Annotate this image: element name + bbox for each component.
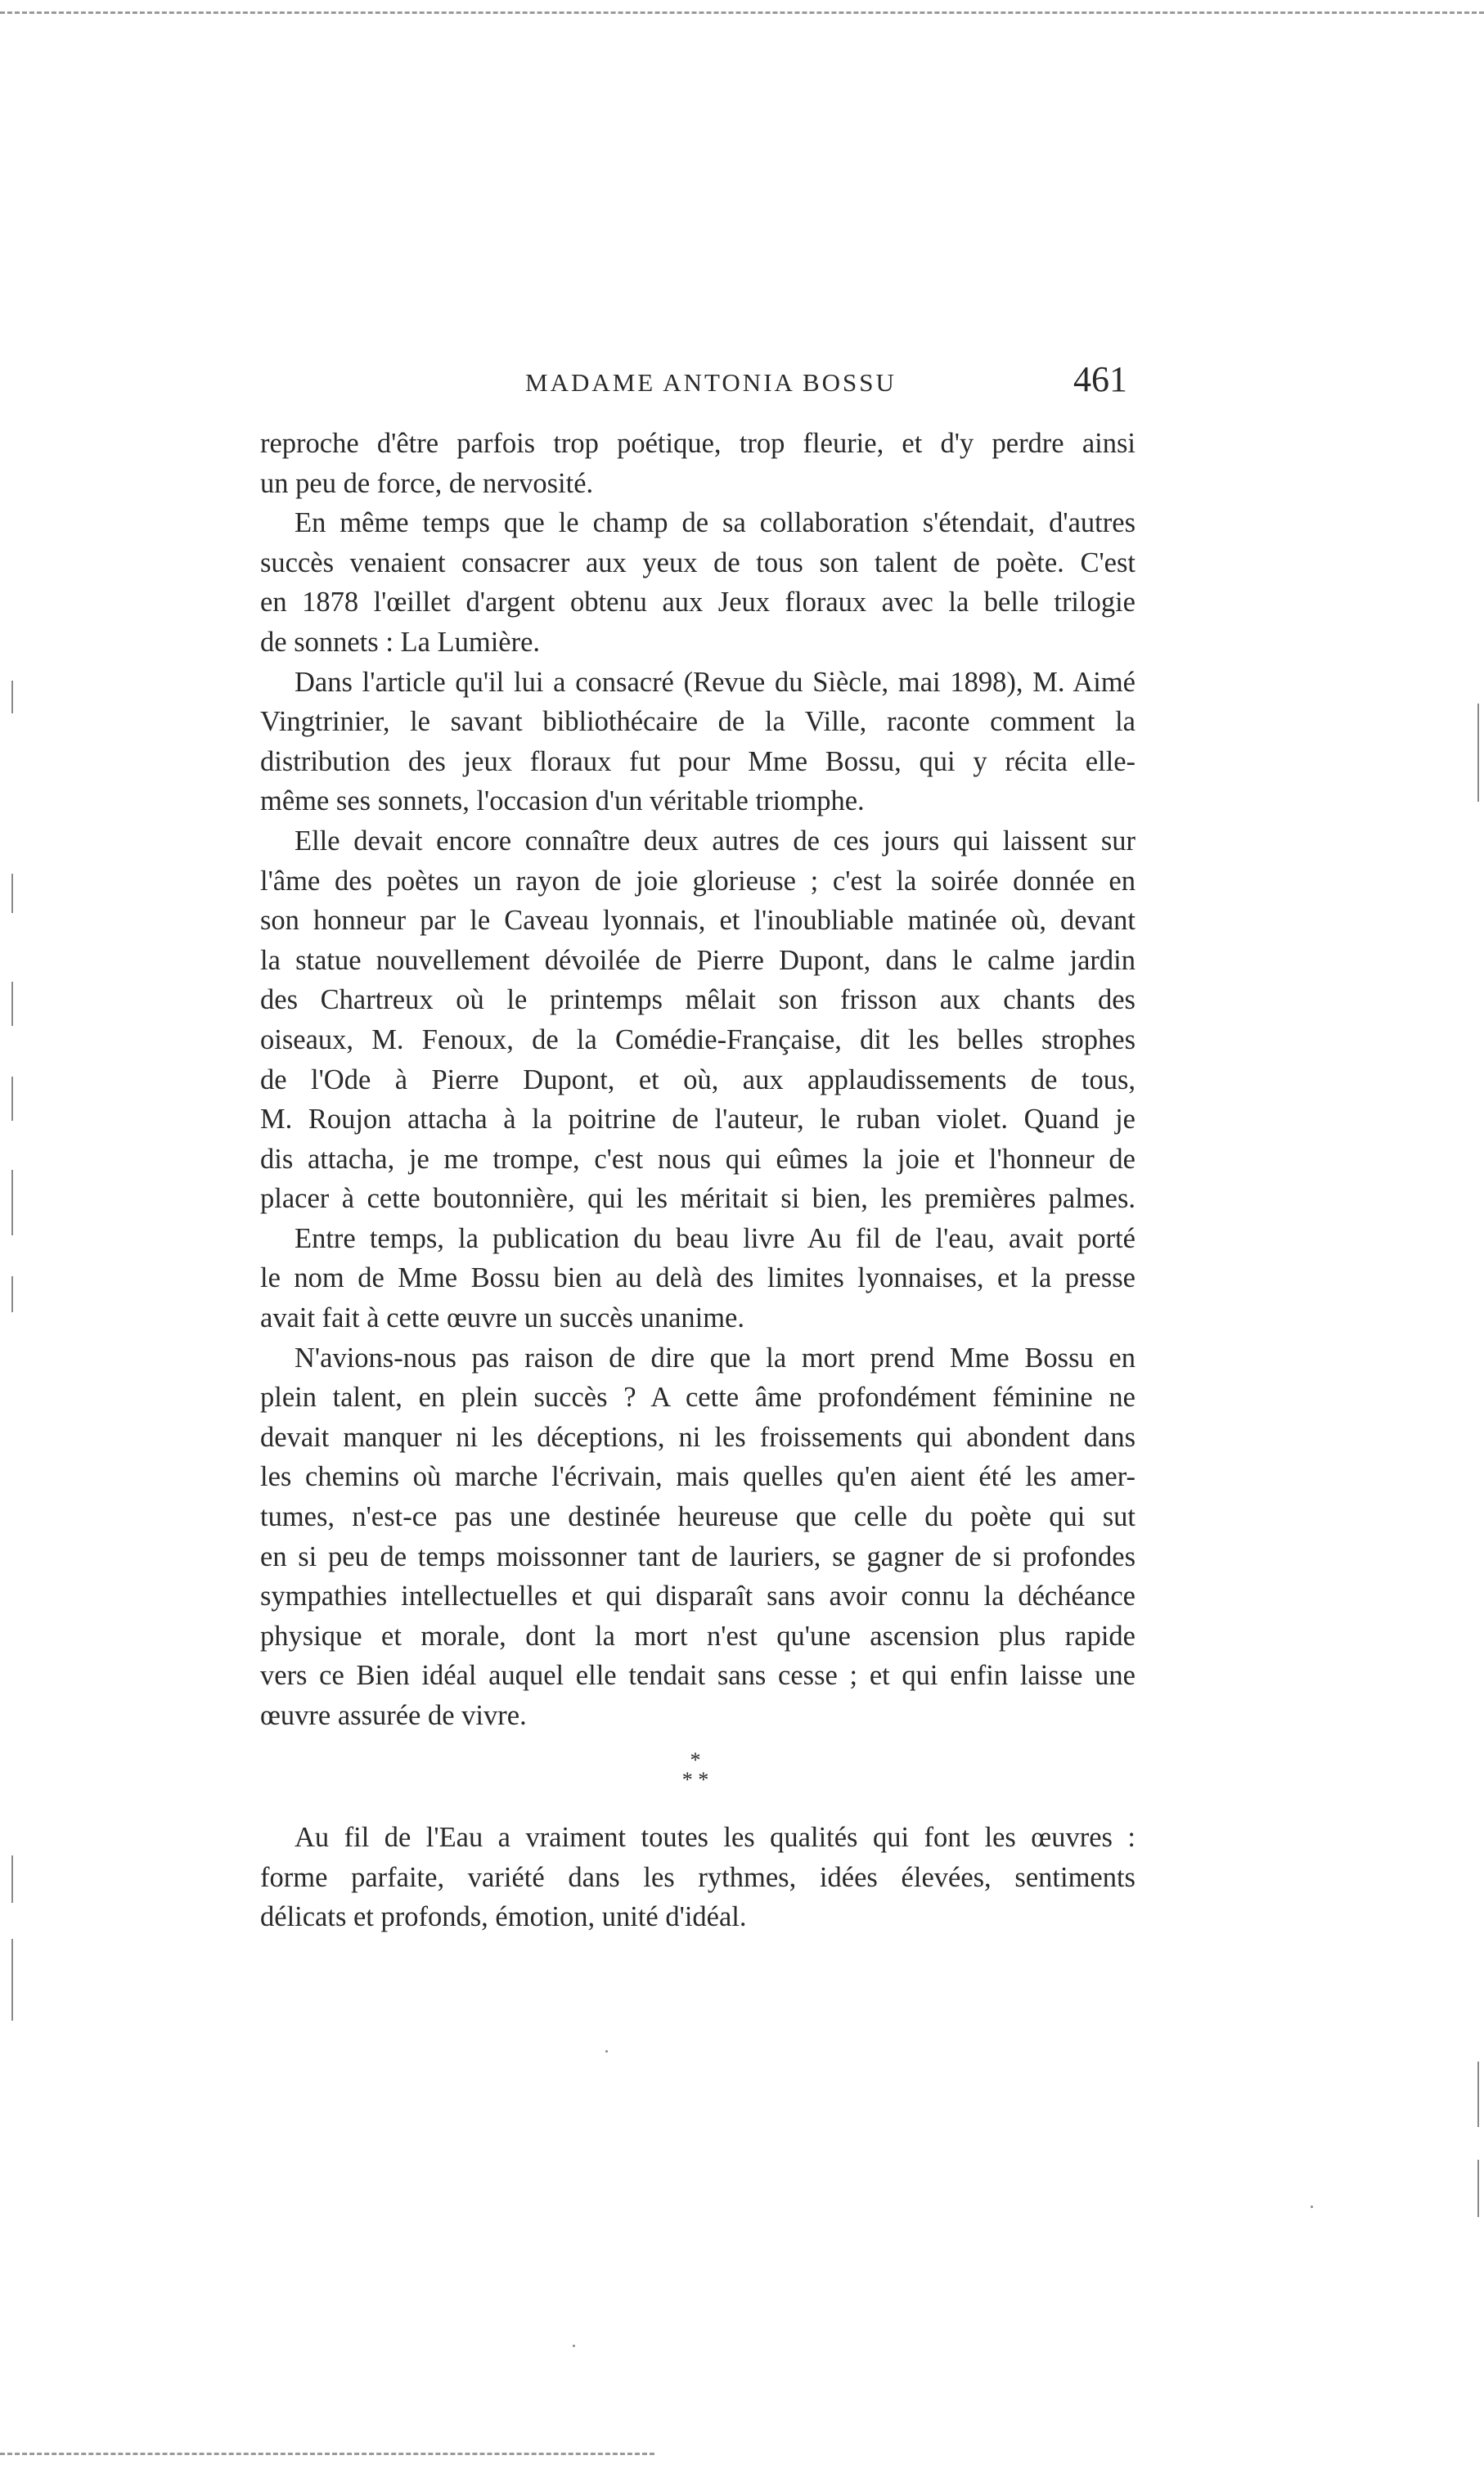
text-line: œuvre assurée de vivre. — [260, 1700, 527, 1731]
left-edge-mark — [11, 982, 13, 1026]
left-edge-mark — [11, 1939, 13, 2021]
left-edge-mark — [11, 1077, 13, 1121]
text-line: un peu de force, de nervosité. — [260, 467, 594, 499]
text-line: l'âme des poètes un rayon de joie glorieuse ; c'est la soirée donnée en — [260, 865, 1135, 897]
closing-paragraph — [260, 1818, 1135, 1937]
text-line: distribution des jeux floraux fut pour Mme Bossu, qui y récita elle- — [260, 745, 1135, 777]
text-line: Vingtrinier, le savant bibliothécaire de la Ville, raconte comment la — [260, 706, 1135, 738]
text-line: Elle devait encore connaître deux autres de ces jours qui laissent sur — [295, 825, 1135, 857]
text-line: de l'Ode à Pierre Dupont, et où, aux applaudissements de tous, — [260, 1064, 1135, 1095]
text-line: vers ce Bien idéal auquel elle tendait sans cesse ; et qui enfin laisse une — [260, 1660, 1135, 1692]
text-line: physique et morale, dont la mort n'est qu'une ascension plus rapide — [260, 1620, 1135, 1652]
text-line: M. Roujon attacha à la poitrine de l'auteur, le ruban violet. Quand je — [260, 1104, 1135, 1136]
text-line: même ses sonnets, l'occasion d'un véritable triomphe. — [260, 785, 865, 817]
text-line: reproche d'être parfois trop poétique, trop fleurie, et d'y perdre ainsi — [260, 428, 1135, 459]
asterism — [671, 1748, 720, 1792]
text-line: dis attacha, je me trompe, c'est nous qui eûmes la joie et l'honneur de — [260, 1143, 1135, 1175]
running-title: MADAME ANTONIA BOSSU — [525, 368, 897, 397]
text-line: N'avions-nous pas raison de dire que la mort prend Mme Bossu en — [295, 1342, 1135, 1374]
text-line: les chemins où marche l'écrivain, mais quelles qu'en aient été les amer- — [260, 1461, 1135, 1493]
left-edge-mark — [11, 1276, 13, 1312]
left-edge-mark — [11, 874, 13, 913]
text-line: tumes, n'est-ce pas une destinée heureuse que celle du poète qui sut — [260, 1501, 1135, 1533]
page-number: 461 — [1073, 359, 1127, 399]
right-edge-mark — [1477, 2062, 1479, 2127]
asterism-bottom: * * — [681, 1768, 709, 1792]
right-edge-mark — [1477, 704, 1479, 802]
text-line: Dans l'article qu'il lui a consacré (Revue du Siècle, mai 1898), M. Aimé — [295, 666, 1135, 698]
text-line: avait fait à cette œuvre un succès unanime. — [260, 1302, 744, 1334]
text-line: la statue nouvellement dévoilée de Pierre Dupont, dans le calme jardin — [260, 944, 1135, 976]
text-line: des Chartreux où le printemps mêlait son frisson aux chants des — [260, 984, 1135, 1016]
text-line: placer à cette boutonnière, qui les méritait si bien, les premières palmes. — [260, 1183, 1135, 1215]
speck-mark — [1311, 2206, 1313, 2208]
text-line: Entre temps, la publication du beau livre Au fil de l'eau, avait porté — [295, 1222, 1135, 1254]
text-line: sympathies intellectuelles et qui disparaît sans avoir connu la déchéance — [260, 1581, 1135, 1612]
text-line: plein talent, en plein succès ? A cette âme profondément féminine ne — [260, 1382, 1135, 1414]
left-edge-mark — [11, 1170, 13, 1235]
text-line: oiseaux, M. Fenoux, de la Comédie-Française, dit les belles strophes — [260, 1023, 1135, 1055]
asterism-top: * — [690, 1748, 701, 1772]
left-edge-mark — [11, 1855, 13, 1903]
body-text — [260, 424, 1135, 1736]
right-edge-mark — [1477, 2160, 1479, 2217]
speck-mark — [605, 2050, 608, 2053]
text-line: en si peu de temps moissonner tant de lauriers, se gagner de si profondes — [260, 1540, 1135, 1572]
top-edge-rule — [0, 11, 1484, 14]
text-line: délicats et profonds, émotion, unité d'idéal. — [260, 1901, 747, 1933]
text-line: le nom de Mme Bossu bien au delà des limites lyonnaises, et la presse — [260, 1262, 1135, 1294]
text-line: devait manquer ni les déceptions, ni les froissements qui abondent dans — [260, 1421, 1135, 1453]
text-line: succès venaient consacrer aux yeux de tous son talent de poète. C'est — [260, 546, 1135, 578]
text-line: en 1878 l'œillet d'argent obtenu aux Jeux floraux avec la belle trilogie — [260, 587, 1135, 618]
speck-mark — [573, 2345, 575, 2347]
running-head — [262, 358, 1137, 407]
text-line: forme parfaite, variété dans les rythmes, idées élevées, sentiments — [260, 1861, 1135, 1893]
left-edge-mark — [11, 681, 13, 713]
text-line: En même temps que le champ de sa collaboration s'étendait, d'autres — [295, 507, 1135, 539]
text-line: son honneur par le Caveau lyonnais, et l'inoubliable matinée où, devant — [260, 905, 1135, 937]
text-line: de sonnets : La Lumière. — [260, 626, 541, 658]
bottom-edge-rule — [0, 2453, 654, 2455]
text-line: Au fil de l'Eau a vraiment toutes les qualités qui font les œuvres : — [295, 1822, 1135, 1853]
